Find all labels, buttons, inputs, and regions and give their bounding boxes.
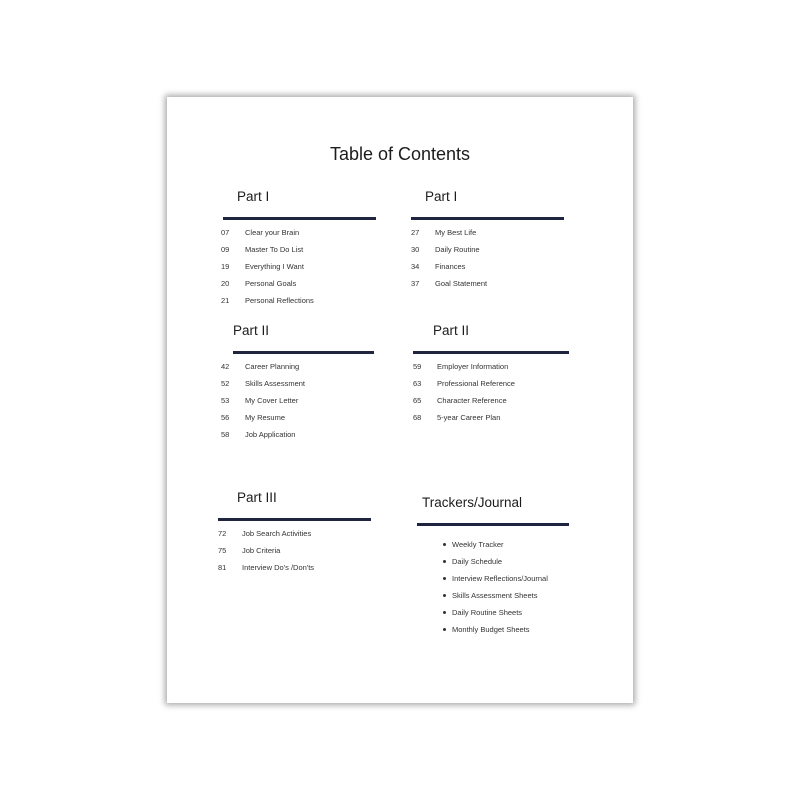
section-rule [233, 351, 374, 354]
section-rule [218, 518, 371, 521]
page-number: 56 [221, 413, 230, 422]
entry-label: Clear your Brain [245, 228, 300, 237]
tracker-label: Monthly Budget Sheets [452, 625, 530, 634]
section-rule [223, 217, 376, 220]
bullet-icon [443, 543, 446, 546]
bullet-icon [443, 594, 446, 597]
page-number: 27 [411, 228, 420, 237]
list-item [221, 224, 376, 241]
section-rule [411, 217, 564, 220]
list-item [221, 358, 374, 375]
section-trackers-journal [417, 495, 569, 638]
page-number: 20 [221, 279, 230, 288]
section-part-2-right [413, 323, 569, 426]
page-number: 21 [221, 296, 230, 305]
page-number: 68 [413, 413, 422, 422]
section-heading: Part I [425, 189, 458, 204]
list-item [417, 536, 569, 553]
entry-label: Everything I Want [245, 262, 304, 271]
entry-label: Goal Statement [435, 279, 488, 288]
section-heading: Part I [237, 189, 270, 204]
section-part-1-right [411, 189, 564, 292]
entry-label: My Cover Letter [245, 396, 299, 405]
list-item [413, 358, 569, 375]
page-title: Table of Contents [329, 144, 471, 164]
page-number: 58 [221, 430, 230, 439]
page-number: 37 [411, 279, 420, 288]
entry-label: Skills Assessment [245, 379, 306, 388]
page-number: 75 [218, 546, 227, 555]
entry-label: Employer Information [437, 362, 509, 371]
entry-label: My Best Life [435, 228, 477, 237]
list-item [218, 559, 371, 576]
page-number: 65 [413, 396, 422, 405]
list-item [221, 392, 374, 409]
list-item [413, 409, 569, 426]
list-item [221, 375, 374, 392]
section-heading: Part II [433, 323, 470, 338]
page-number: 59 [413, 362, 422, 371]
page-number: 19 [221, 262, 230, 271]
tracker-label: Skills Assessment Sheets [452, 591, 538, 600]
entry-label: Personal Reflections [245, 296, 314, 305]
bullet-icon [443, 560, 446, 563]
page-number: 34 [411, 262, 420, 271]
entry-label: Professional Reference [437, 379, 515, 388]
page-number: 63 [413, 379, 422, 388]
page-number: 07 [221, 228, 230, 237]
list-item [413, 392, 569, 409]
entry-label: My Resume [245, 413, 286, 422]
list-item [417, 553, 569, 570]
bullet-icon [443, 628, 446, 631]
list-item [417, 570, 569, 587]
tracker-label: Interview Reflections/Journal [452, 574, 548, 583]
entry-label: Interview Do's /Don'ts [242, 563, 315, 572]
page-number: 72 [218, 529, 227, 538]
list-item [417, 604, 569, 621]
list-item [221, 426, 374, 443]
page-number: 30 [411, 245, 420, 254]
list-item [413, 375, 569, 392]
page-number: 81 [218, 563, 227, 572]
list-item [417, 621, 569, 638]
tracker-label: Daily Routine Sheets [452, 608, 523, 617]
list-item [218, 542, 371, 559]
bullet-icon [443, 611, 446, 614]
list-item [411, 275, 564, 292]
list-item [411, 241, 564, 258]
entry-label: Daily Routine [435, 245, 480, 254]
list-item [411, 224, 564, 241]
section-part-2-left [221, 323, 374, 443]
section-heading: Trackers/Journal [422, 495, 523, 510]
section-heading: Part II [233, 323, 270, 338]
section-part-1-left [223, 189, 376, 309]
entry-label: 5-year Career Plan [437, 413, 501, 422]
section-part-3 [218, 490, 371, 576]
list-item [221, 275, 376, 292]
entry-label: Personal Goals [245, 279, 297, 288]
bullet-icon [443, 577, 446, 580]
section-heading: Part III [237, 490, 277, 505]
list-item [221, 258, 376, 275]
list-item [218, 525, 371, 542]
entry-label: Career Planning [245, 362, 300, 371]
list-item [417, 587, 569, 604]
tracker-label: Weekly Tracker [452, 540, 504, 549]
entry-label: Character Reference [437, 396, 507, 405]
section-rule [413, 351, 569, 354]
list-item [411, 258, 564, 275]
tracker-label: Daily Schedule [452, 557, 503, 566]
entry-label: Job Search Activities [242, 529, 312, 538]
page-number: 53 [221, 396, 230, 405]
entry-label: Finances [435, 262, 466, 271]
list-item [221, 241, 376, 258]
section-rule [417, 523, 569, 526]
entry-label: Job Criteria [242, 546, 281, 555]
entry-label: Master To Do List [245, 245, 304, 254]
list-item [221, 292, 376, 309]
page-number: 42 [221, 362, 230, 371]
document-page [167, 97, 633, 703]
page-number: 09 [221, 245, 230, 254]
entry-label: Job Application [245, 430, 296, 439]
page-number: 52 [221, 379, 230, 388]
list-item [221, 409, 374, 426]
